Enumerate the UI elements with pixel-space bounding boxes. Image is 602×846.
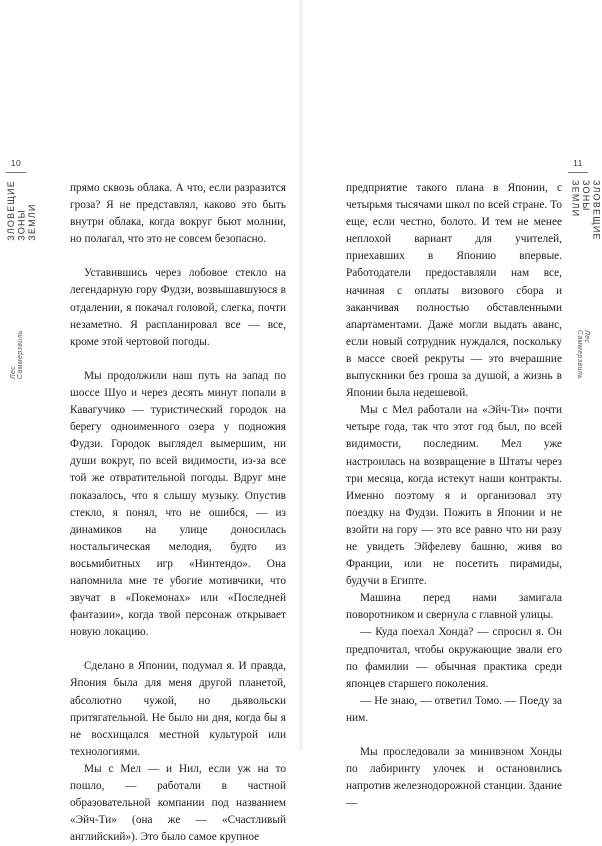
running-title: ЗЛОВЕЩИЕ ЗОНЫ ЗЕМЛИ (570, 180, 602, 241)
running-author: Лес Саммерзвиль (10, 329, 24, 380)
paragraph: предприятие такого плана в Японии, с четырьмя тысячами школ по всей стране. То еще, если честно, болото. И тем не менее неплохой вариант для учителей, приехавших в Японию впервые. Работодатели предоставляли нам все, начиная с оплаты визового сбора и заканчивая полностью обставленными апартаментами. Даже могли выдать аванс, если новый сотрудник нуждался, поскольку в массе своей рекруты — это вчерашние выпускники без гроша за душой, а жизнь в Японии была недешевой. (346, 182, 562, 400)
page-number: 10 (10, 158, 22, 168)
page-number-rule (6, 172, 26, 173)
paragraph: — Не знаю, — ответил Томо. — Поеду за ним. (346, 694, 562, 724)
paragraph: Мы проследовали за минивэном Хонды по лабиринту улочек и остановились напротив железнодорожной станции. Здание — (346, 746, 562, 810)
paragraph: Мы с Мел работали на «Эйч-Ти» почти четыре года, так что этот год был, по всей видимости, последним. Мел уже настроилась на возвращение в Штаты через три месяца, когда истекут наши контракты. Именно поэтому я и организовал эту поездку на Фудзи. Пожить в Японии и не взойти на гору — это все равно что ни разу не увидеть Эйфелеву башню, живя во Франции, или не посетить пирамиды, будучи в Египте. (346, 404, 562, 588)
paragraph: — Куда поехал Хонда? — спросил я. Он предпочитал, чтобы окружающие звали его по фамилии — обычная практика среди японцев старшего поколения. (346, 626, 562, 690)
page-number: 11 (573, 158, 583, 168)
paragraph: прямо сквозь облака. А что, если разразится гроза? Я не представлял, каково это быть внутри облака, когда вокруг бьют молнии, но полагал, что это не совсем безопасно. (70, 182, 286, 246)
paragraph: Машина перед нами замигала поворотником и свернула с главной улицы. (346, 592, 562, 622)
page-number-rule (568, 172, 588, 173)
book-gutter (298, 0, 304, 750)
paragraph: Уставившись через лобовое стекло на легендарную гору Фудзи, возвышавшуюся в отдалении, я покачал головой, слегка, почти незаметно. Я распланировал все — все, кроме этой чертовой погоды. (70, 267, 286, 348)
body-text (70, 180, 286, 846)
paragraph: Мы с Мел — и Нил, если уж на то пошло, — работали в частной образовательной компании под названием «Эйч-Ти» (она же — «Счастливый английский»). Это было самое крупное (70, 762, 286, 844)
paragraph: Мы продолжили наш путь на запад по шоссе Шуо и через десять минут попали в Кавагучико — туристический городок на берегу одноименного озера у подножия Фудзи. Городок выглядел вымершим, ни души вокруг, по всей видимости, из-за все той же отвратительной погоды. Вдруг мне показалось, что я слышу музыку. Опустив стекло, я понял, что не ошибся, — из динамиков на улице доносилась ностальгическая мелодия, будто из восьмибитных игр «Нинтендо». Она напомнила мне те убогие мотивчики, что звучат в «Покемонах» или «Последней фантазии», когда твой персонаж открывает новую локацию. (70, 369, 286, 639)
running-title: ЗЛОВЕЩИЕ ЗОНЫ ЗЕМЛИ (6, 180, 37, 241)
running-author: Лес Саммерзвиль (576, 330, 590, 380)
paragraph: Сделано в Японии, подумал я. И правда, Япония была для меня другой планетой, абсолютно чужой, но дьявольски притягательной. Не было ни дня, когда бы я не восхищался местной культурой или технологиями. (70, 660, 286, 758)
body-text (346, 180, 562, 812)
